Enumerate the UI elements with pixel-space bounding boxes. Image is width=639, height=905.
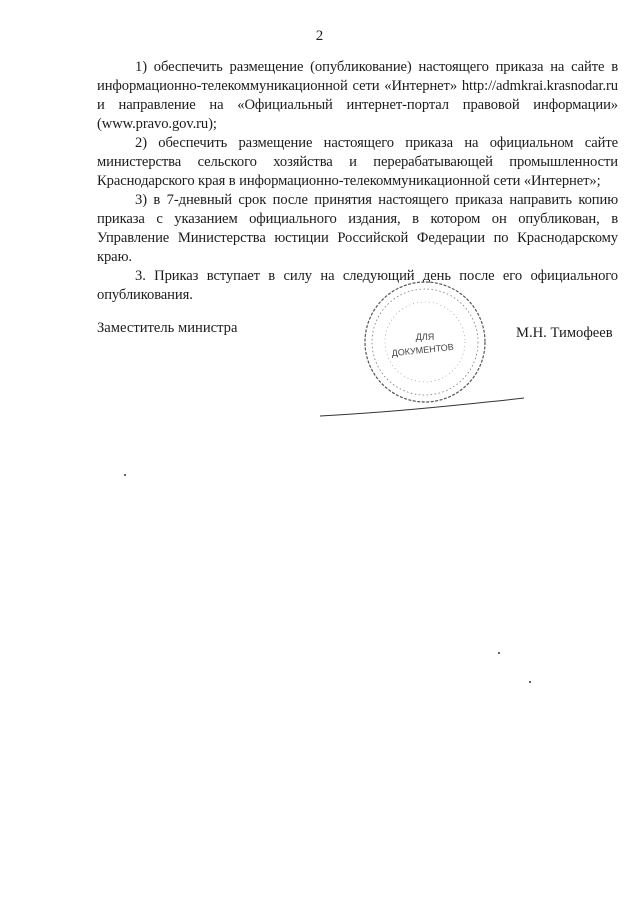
stamp-line-2: ДОКУМЕНТОВ — [391, 341, 455, 359]
paragraph-send-copy: 3) в 7-дневный срок после принятия настоящего приказа направить копию приказа с указанием официального издания, в котором он опубликован, в Управление Министерства юстиции Российской Федерации по Краснодарскому краю. — [97, 192, 618, 265]
paragraph-publish-ministry-site: 2) обеспечить размещение настоящего приказа на официальном сайте министерства сельского хозяйства и перерабатывающей промышленности Краснодарского края в информационно-телекоммуникационной сети «Интернет»; — [97, 135, 618, 189]
page-number: 2 — [315, 28, 324, 44]
signatory-name: М.Н. Тимофеев — [516, 325, 613, 341]
signatory-position: Заместитель министра — [97, 320, 238, 336]
signature-stroke — [318, 388, 528, 428]
document-body — [97, 58, 618, 305]
scan-speck — [529, 681, 531, 683]
scan-speck — [498, 652, 500, 654]
scan-speck — [124, 474, 126, 476]
paragraph-publish-internet: 1) обеспечить размещение (опубликование) настоящего приказа на сайте в информационно-телекоммуникационной сети «Интернет» http://admkrai.krasnodar.ru и направление на «Официальный интернет-портал правовой информации» (www.pravo.gov.ru); — [97, 59, 618, 132]
stamp-line-1: ДЛЯ — [415, 332, 435, 342]
paragraph-effective-date: 3. Приказ вступает в силу на следующий день после его официального опубликования. — [97, 268, 618, 303]
